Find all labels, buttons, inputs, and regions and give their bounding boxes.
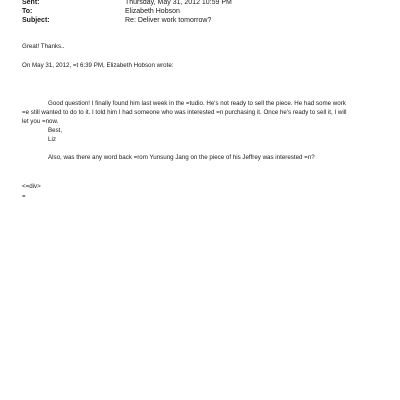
code-line-2: = bbox=[22, 193, 26, 200]
closing: Best, bbox=[48, 127, 63, 134]
paragraph-2: Also, was there any word back =rom Yunsung Jang on the piece of his Jeffrey was interested =n? bbox=[48, 154, 315, 161]
sent-label: Sent: bbox=[22, 0, 40, 6]
paragraph-1-line-1: Good question! I finally found him last week in the =tudio. He's not ready to sell the piece. He had some work bbox=[48, 100, 346, 107]
subject-label: Subject: bbox=[22, 17, 50, 24]
to-value: Elizabeth Hobson bbox=[125, 8, 180, 15]
to-label: To: bbox=[22, 8, 33, 15]
paragraph-1-line-2: =e still wanted to do to it. I told him I had someone who was interested =n purchasing it. Once he's ready to sell it, I will bbox=[22, 109, 347, 116]
code-line-1: <=div> bbox=[22, 183, 41, 190]
paragraph-1-line-3: let you =now. bbox=[22, 118, 59, 125]
signature: Liz bbox=[48, 136, 56, 143]
sent-value: Thursday, May 31, 2012 10:59 PM bbox=[125, 0, 232, 6]
quote-intro: On May 31, 2012, =t 6:39 PM, Elizabeth Hobson wrote: bbox=[22, 62, 174, 69]
greeting: Great! Thanks.. bbox=[22, 43, 65, 50]
subject-value: Re: Deliver work tomorrow? bbox=[125, 17, 212, 24]
